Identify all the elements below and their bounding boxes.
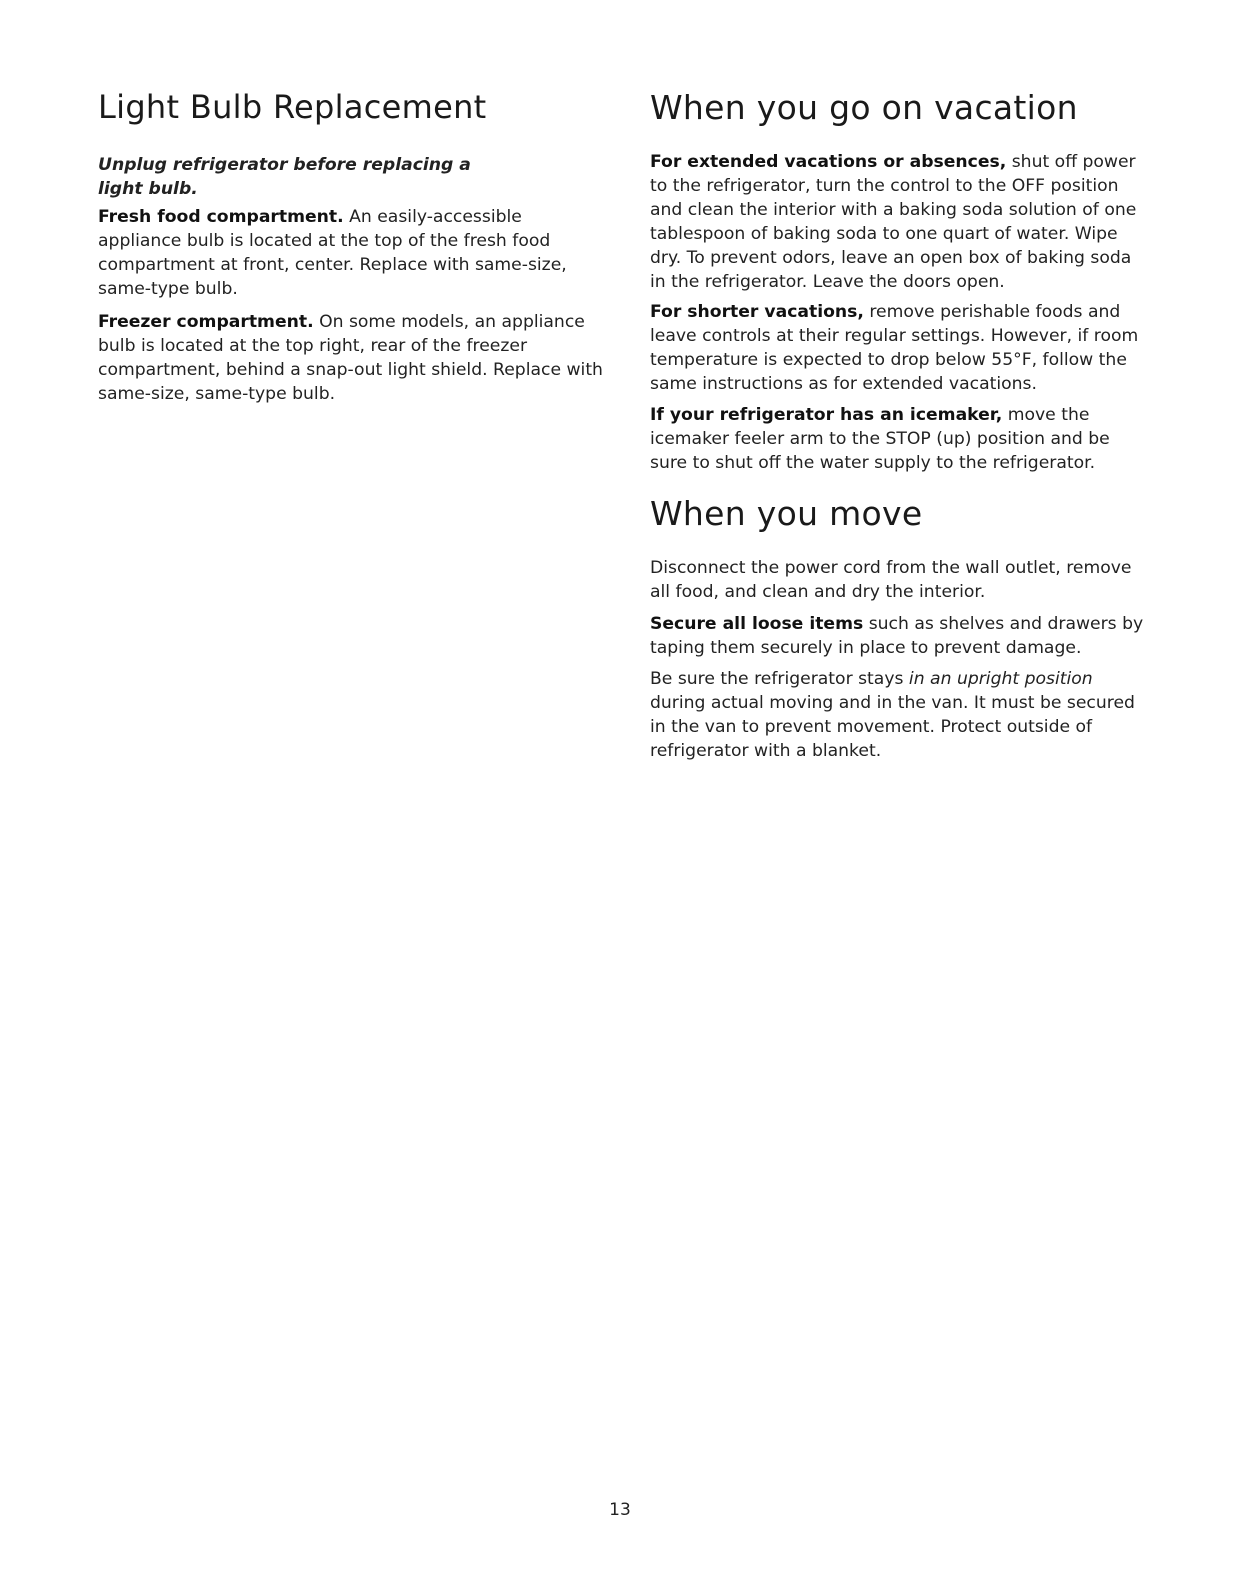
secure-items-paragraph [650, 612, 1150, 660]
extended-vacation-label: For extended vacations or absences, [650, 152, 1007, 172]
freezer-paragraph [98, 310, 603, 406]
fresh-food-text: An easily-accessible appliance bulb is located at the top of the fresh food compartment at front, center. Replace with same-size, same-type bulb. [98, 207, 567, 299]
vacation-heading: When you go on vacation [650, 88, 1078, 127]
freezer-label: Freezer compartment. [98, 312, 314, 332]
shorter-vacation-label: For shorter vacations, [650, 302, 864, 322]
icemaker-label: If your refrigerator has an icemaker, [650, 405, 1003, 425]
freezer-text: On some models, an appliance bulb is located at the top right, rear of the freezer compartment, behind a snap-out light shield. Replace with same-size, same-type bulb. [98, 312, 603, 404]
upright-paragraph [650, 667, 1150, 763]
page-number: 13 [609, 1500, 631, 1520]
icemaker-text: move the icemaker feeler arm to the STOP (up) position and be sure to shut off the water supply to the refrigerator. [650, 405, 1110, 473]
upright-text-a: Be sure the refrigerator stays [650, 669, 909, 689]
fresh-food-paragraph [98, 205, 603, 301]
icemaker-paragraph [650, 403, 1150, 475]
upright-text-b: during actual moving and in the van. It must be secured in the van to prevent movement. Protect outside of refrigerator with a blanket. [650, 693, 1135, 761]
secure-items-label: Secure all loose items [650, 614, 864, 634]
secure-items-text: such as shelves and drawers by taping them securely in place to prevent damage. [650, 614, 1144, 658]
light-bulb-heading: Light Bulb Replacement [98, 88, 487, 126]
shorter-vacation-text: remove perishable foods and leave controls at their regular settings. However, if room temperature is expected to drop below 55°F, follow the same instructions as for extended vacations. [650, 302, 1139, 394]
extended-vacation-paragraph [650, 150, 1150, 294]
shorter-vacation-paragraph [650, 300, 1150, 396]
disconnect-paragraph: Disconnect the power cord from the wall outlet, remove all food, and clean and dry the interior. [650, 558, 1132, 602]
move-heading: When you move [650, 494, 923, 533]
extended-vacation-text: shut off power to the refrigerator, turn the control to the OFF position and clean the interior with a baking soda solution of one tablespoon of baking soda to one quart of water. Wipe dry. To prevent odors, leave an open box of baking soda in the refrigerator. Leave the doors open. [650, 152, 1137, 292]
fresh-food-label: Fresh food compartment. [98, 207, 344, 227]
upright-italic: in an upright position [908, 669, 1093, 689]
unplug-warning: Unplug refrigerator before replacing a light bulb. [98, 155, 471, 199]
